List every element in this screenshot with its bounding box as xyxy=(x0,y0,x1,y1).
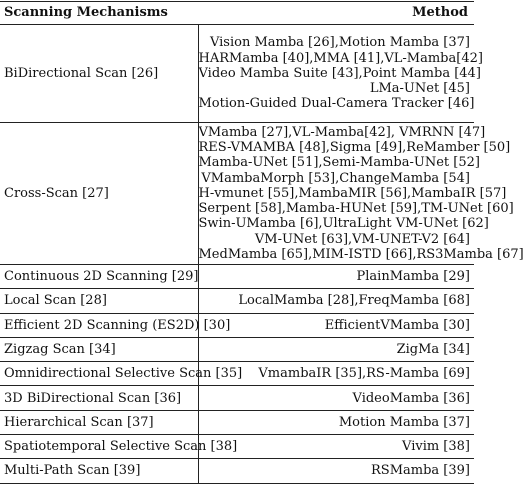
mechanism-cell: Local Scan [28] xyxy=(0,289,198,313)
method-line: H-vmunet [55],MambaMIR [56],MambaIR [57] xyxy=(198,185,507,201)
mechanism-cell: Omnidirectional Selective Scan [35] xyxy=(0,362,198,386)
mechanism-cell: 3D BiDirectional Scan [36] xyxy=(0,386,198,410)
header-scanning-mechanisms: Scanning Mechanisms xyxy=(0,2,198,25)
method-cell xyxy=(198,25,483,123)
table-row xyxy=(0,123,474,265)
scanning-mechanisms-table xyxy=(0,1,524,484)
mechanism-cell: Continuous 2D Scanning [29] xyxy=(0,265,198,289)
method-line: MedMamba [65],MIM-ISTD [66],RS3Mamba [67] xyxy=(198,246,524,262)
method-cell: Motion Mamba [37] xyxy=(198,410,474,434)
method-line: Serpent [58],Mamba-HUNet [59],TM-UNet [60] xyxy=(198,201,514,217)
method-cell: ZigMa [34] xyxy=(198,337,474,361)
table-row xyxy=(0,410,474,434)
table-header-row xyxy=(0,2,474,25)
method-line: VMambaMorph [53],ChangeMamba [54] xyxy=(201,170,470,186)
table-row xyxy=(0,25,474,123)
header-method: Method xyxy=(198,2,474,25)
method-cell: RSMamba [39] xyxy=(198,459,474,483)
table-row xyxy=(0,289,474,313)
method-line: VMamba [27],VL-Mamba[42], VMRNN [47] xyxy=(198,125,486,141)
mechanism-cell: BiDirectional Scan [26] xyxy=(0,25,198,123)
mechanism-cell: Zigzag Scan [34] xyxy=(0,337,198,361)
mechanism-cell: Multi-Path Scan [39] xyxy=(0,459,198,483)
method-cell: PlainMamba [29] xyxy=(198,265,474,289)
table-row xyxy=(0,337,474,361)
method-cell: Vivim [38] xyxy=(198,435,474,459)
method-cell: EfficientVMamba [30] xyxy=(198,313,474,337)
method-cell: LocalMamba [28],FreqMamba [68] xyxy=(198,289,474,313)
mechanism-cell: Hierarchical Scan [37] xyxy=(0,410,198,434)
method-line: HARMamba [40],MMA [41],VL-Mamba[42] xyxy=(198,50,483,66)
method-cell: VideoMamba [36] xyxy=(198,386,474,410)
table-row xyxy=(0,362,474,386)
mechanism-cell: Spatiotemporal Selective Scan [38] xyxy=(0,435,198,459)
method-cell: VmambaIR [35],RS-Mamba [69] xyxy=(198,362,474,386)
method-line: Mamba-UNet [51],Semi-Mamba-UNet [52] xyxy=(198,155,480,171)
table-row xyxy=(0,386,474,410)
method-line: Swin-UMamba [6],UltraLight VM-UNet [62] xyxy=(198,216,489,232)
table-row xyxy=(0,435,474,459)
mechanism-cell: Cross-Scan [27] xyxy=(0,123,198,265)
method-line: Vision Mamba [26],Motion Mamba [37] xyxy=(209,35,470,51)
mechanism-cell: Efficient 2D Scanning (ES2D) [30] xyxy=(0,313,198,337)
table-row xyxy=(0,459,474,483)
method-cell xyxy=(198,123,524,265)
method-line: Video Mamba Suite [43],Point Mamba [44] xyxy=(198,65,481,81)
method-line: LMa-UNet [45] xyxy=(369,81,470,97)
method-line: Motion-Guided Dual-Camera Tracker [46] xyxy=(198,96,475,112)
table-row xyxy=(0,265,474,289)
table-row xyxy=(0,313,474,337)
method-line: VM-UNet [63],VM-UNET-V2 [64] xyxy=(254,231,470,247)
method-line: RES-VMAMBA [48],Sigma [49],ReMamber [50] xyxy=(198,140,511,156)
